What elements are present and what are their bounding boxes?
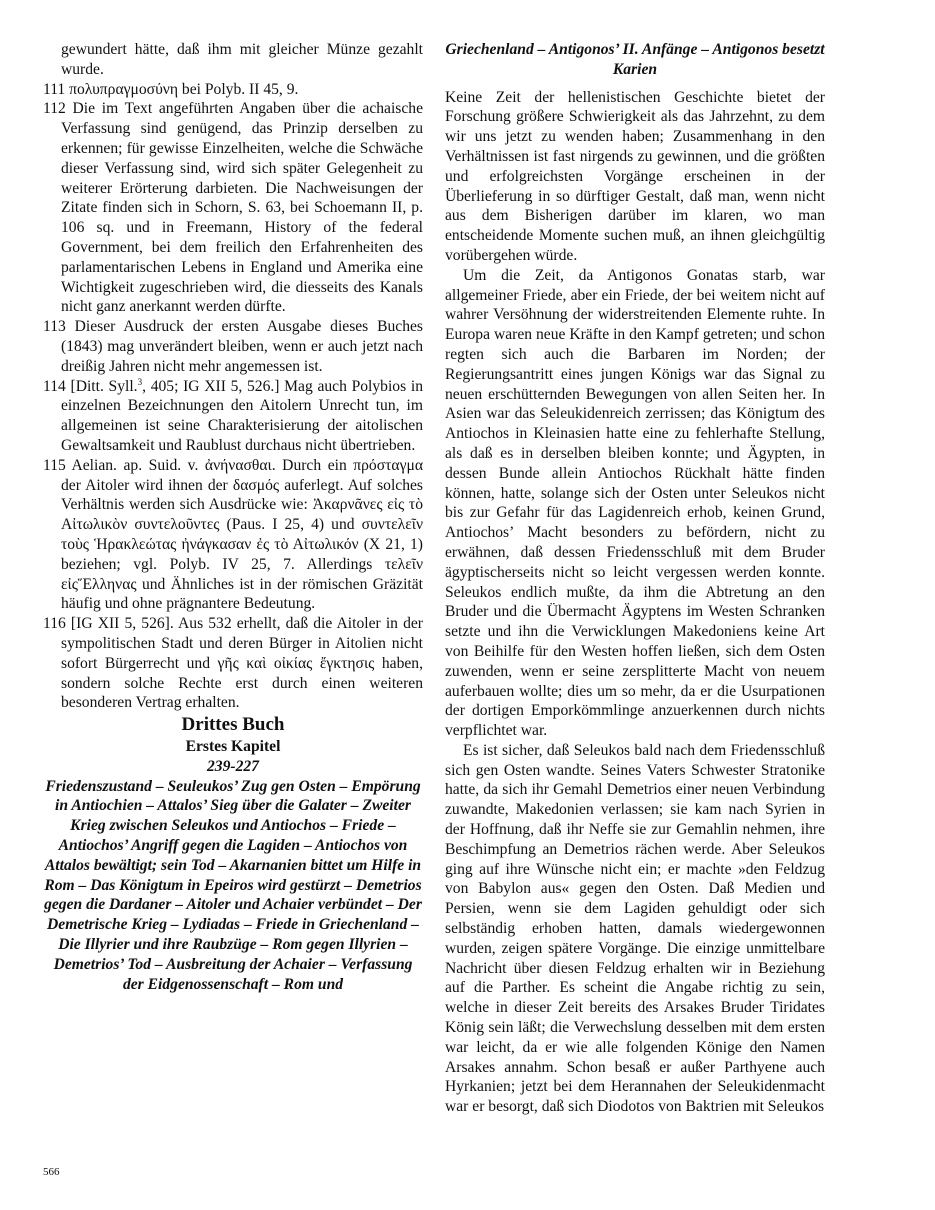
footnote-114 bbox=[43, 377, 423, 456]
page-number: 566 bbox=[43, 1166, 60, 1178]
footnote-116: 116 [IG XII 5, 526]. Aus 532 erhellt, daß die Aitoler in der sympolitischen Stadt und deren Bürger in Aitolien nicht sofort Bürgerrecht und γῆς καὶ οἰκίας ἔγκτησις haben, sondern solche Rechte erst durch einen weiteren besonderen Vertrag erhalten. bbox=[43, 615, 423, 712]
chapter-years: 239-227 bbox=[207, 757, 259, 775]
footnote-115: 115 Aelian. ap. Suid. v. ἀνήνασθαι. Durch ein πρόσταγμα der Aitoler wird ihnen der δασμός auferlegt. Auf solches Verhältnis werden sich Ausdrücke wie: Ἀκαρνᾶνες εἰς τὸ Αἰτωλικὸν συντελοῦντες (Paus. I 25, 4) und συντελεῖν τοὺς Ἡρακλεώτας ἠνάγκασαν ἐς τὸ Αἰτωλικόν (X 21, 1) beziehen; vgl. Polyb. IV 25, 7. Allerdings τελεῖν εἰςἝλληνας und Ähnliches ist in der römischen Gräzität häufig und ohne prägnantere Bedeutung. bbox=[43, 456, 423, 613]
footnote-113: 113 Dieser Ausdruck der ersten Ausgabe dieses Buches (1843) mag unverändert bleiben, wenn er auch jetzt nach dreißig Jahren nicht mehr angemessen ist. bbox=[43, 318, 423, 375]
footnote-111: 111 πολυπραγμοσύνη bei Polyb. II 45, 9. bbox=[43, 80, 299, 98]
section-heading: Griechenland – Antigonos’ II. Anfänge – Antigonos besetzt Karien bbox=[445, 41, 825, 78]
right-column bbox=[445, 40, 825, 1117]
book-title: Drittes Buch bbox=[181, 714, 285, 736]
left-column bbox=[43, 40, 423, 994]
body-paragraph: Um die Zeit, da Antigonos Gonatas starb, war allgemeiner Friede, aber ein Friede, der bei weitem nicht auf wahrer Versöhnung der widerstreitenden Elemente ruhte. In Europa waren neue Kräfte in den Kampf getreten; und schon regten sich auch die Barbaren im Norden; der Regierungsantritt eines jungen Königs war das Signal zu neuen erschütternden Bewegungen von allen Seiten her. In Asien war das Seleukidenreich zerrissen; das Königtum des Antiochos in Kleinasien hatte eine zu fehlerhafte Stellung, als daß es in derselben bleiben konnte; und Ägypten, in dessen Bunde allein Antiochos Rückhalt hätte finden können, hatte, solange sich der Osten unter Seleukos nicht bis zur Gefahr für das Lagidenreich erhob, keinen Grund, Antiochos’ Macht besonders zu befördern, nicht zu erwähnen, daß dessen Friedensschluß mit dem Bruder ägyptischerseits nicht so leicht vergessen werden konnte. Seleukos endlich mußte, da ihm die Abtretung an den Bruder und die Übermacht Ägyptens im Westen Schranken setzte und ihn die Verwicklungen Makedoniens keine Art von Beihilfe für den Westen hoffen ließen, sich dem Osten zuwenden, wenn er seine zersplitterte Macht von neuem auferbauen wollte; dies um so mehr, da er die Usurpationen der dortigen Emporkömmlinge anzuerkennen durch nichts verpflichtet war. bbox=[445, 266, 825, 740]
chapter-title: Erstes Kapitel bbox=[185, 738, 281, 756]
footnote-continuation: gewundert hätte, daß ihm mit gleicher Münze gezahlt wurde. bbox=[61, 41, 423, 78]
footnote-114-start: 114 [Ditt. Syll. bbox=[43, 377, 138, 395]
footnote-114-rest: , 405; IG XII 5, 526.] Mag auch Polybios in einzelnen Bezeichnungen den Aitolern Unrecht tun, im allgemeinen ist seine Charakterisierung der aitolischen Gewaltsamkeit und Raublust durchaus nicht übertrieben. bbox=[61, 377, 423, 454]
body-paragraph: Es ist sicher, daß Seleukos bald nach dem Friedensschluß sich gen Osten wandte. Seines Vaters Schwester Stratonike hatte, da sich ihr Gemahl Demetrios einer neuen Verbindung zuwandte, Makedonien verlassen; sie kam nach Syrien in der Hoffnung, daß ihr Neffe sie zur Gemahlin nehmen, ihre Beschimpfung an Demetrios rächen werde. Aber Seleukos ging auf ihre Wünsche nicht ein; er machte »den Feldzug von Babylon aus« gegen den Osten. Daß Medien und Persien, wenn sie dem Lagiden gehuldigt oder sich selbständig erhoben hatten, damals wiedergewonnen wurden, zeigen spätere Vorgänge. Die einzige unmittelbare Nachricht über diesen Feldzug erhalten wir in Beziehung auf die Parther. Es scheint die Angabe richtig zu sein, welche in dieser Zeit bereits des Arsakes Bruder Tiridates König sein läßt; die Verwechslung desselben mit dem ersten war leicht, da er wie alle folgenden Könige den Namen Arsakes annahm. Schon besaß er außer Parthyene auch Hyrkanien; jetzt bei dem Herannahen der Seleukidenmacht war er besorgt, daß sich Diodotos von Baktrien mit Seleukos bbox=[445, 741, 825, 1116]
body-paragraph: Keine Zeit der hellenistischen Geschichte bietet der Forschung größere Schwierigkeit als das Jahrzehnt, zu dem wir uns jetzt zu wenden haben; Zusammenhang in den Verhältnissen ist fast nirgends zu gewinnen, und die größten und erfolgreichsten Vorgänge erscheinen in der Überlieferung in so dürftiger Gestalt, daß man, wenn nicht aus dem Bisherigen darüber im klaren, wo man entscheidende Momente suchen muß, an ihnen gleichgültig vorübergehen würde. bbox=[445, 88, 825, 264]
footnote-114-superscript: 3 bbox=[137, 376, 143, 387]
footnote-112: 112 Die im Text angeführten Angaben über die achaische Verfassung sind genügend, das Prinzip derselben zu erkennen; für gewisse Einzelheiten, welche die Schwäche dieser Verfassung sind, wird sich später Gelegenheit zu weiterer Erörterung darbieten. Die Nachweisungen der Zitate finden sich in Schorn, S. 63, bei Schoemann II, p. 106 sq. und in Freemann, History of the federal Government, bei dem freilich den Erfahrenheiten des parlamentarischen Lebens in England und Amerika eine Wichtigkeit zugeschrieben wird, die diesseits des Kanals nicht ganz anerkannt werden dürfte. bbox=[43, 100, 423, 316]
chapter-summary: Friedenszustand – Seuleukos’ Zug gen Osten – Empörung in Antiochien – Attalos’ Sieg über die Galater – Zweiter Krieg zwischen Seleukos und Antiochos – Friede – Antiochos’ Angriff gegen die Lagiden – Antiochos von Attalos bewältigt; sein Tod – Akarnanien bittet um Hilfe in Rom – Das Königtum in Epeiros wird gestürzt – Demetrios gegen die Dardaner – Aitoler und Achaier verbündet – Der Demetrische Krieg – Lydiadas – Friede in Griechenland – Die Illyrier und ihre Raubzüge – Rom gegen Illyrien – Demetrios’ Tod – Ausbreitung der Achaier – Verfassung der Eidgenossenschaft – Rom und bbox=[44, 777, 422, 993]
